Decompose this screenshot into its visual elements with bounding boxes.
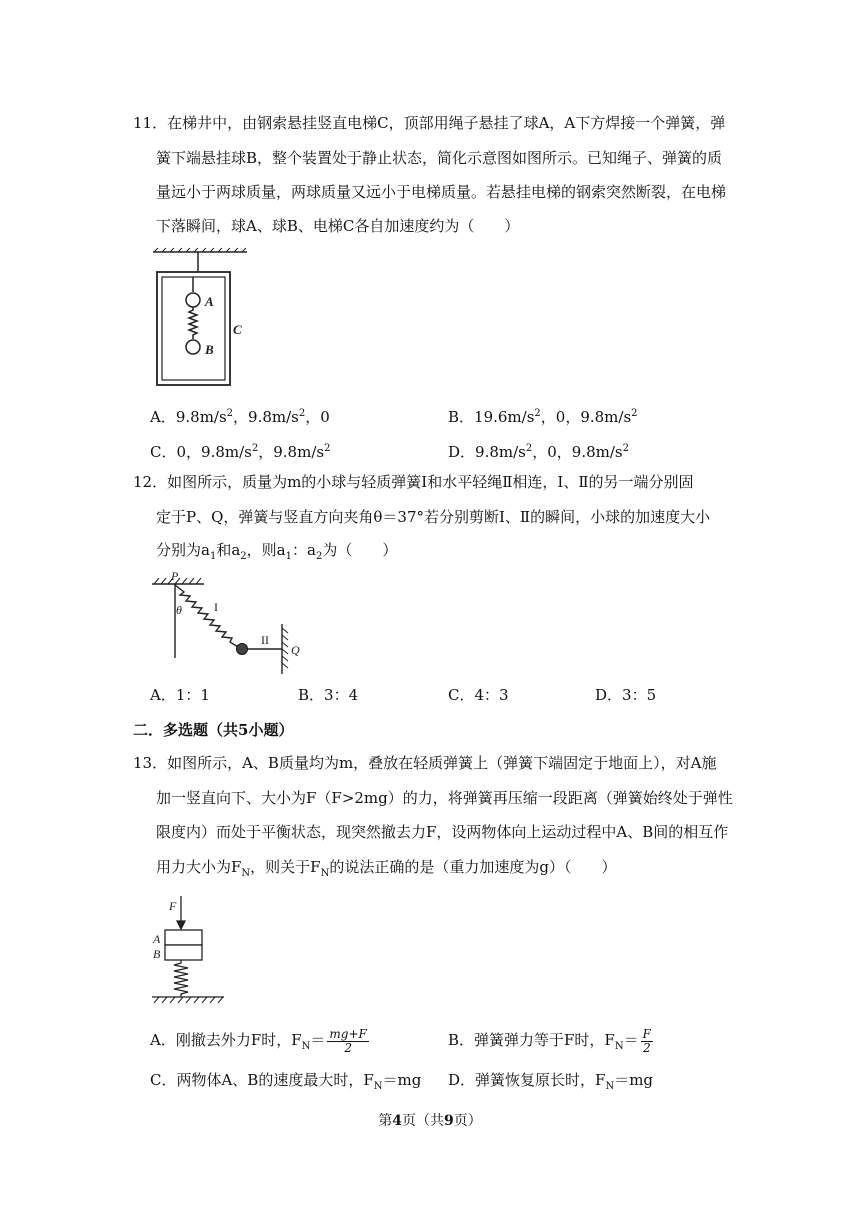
- q12-option-d[interactable]: D．3：5: [595, 686, 657, 704]
- q12-sub-2b: 2: [315, 551, 323, 562]
- q12-spring-rope-figure: [150, 568, 300, 660]
- q13-option-b-text: B．弹簧弹力等于F时，F: [448, 1031, 615, 1049]
- q11-label-a: A: [205, 294, 214, 309]
- q13-label-a: A: [153, 932, 161, 946]
- q11-option-b-text1: B．19.6m/s: [448, 408, 535, 426]
- q11-option-d-text2: ，0，9.8m/s: [532, 443, 623, 461]
- q12-label-q: Q: [291, 643, 300, 657]
- q12-sub-2a: 2: [240, 551, 247, 562]
- q13-option-b-eq: ＝: [623, 1031, 639, 1049]
- q13-line-4-part1: 用力大小为F: [156, 858, 242, 876]
- q13-option-d-text: D．弹簧恢复原长时，F: [448, 1071, 606, 1089]
- q11-option-c-text1: C．0，9.8m/s: [150, 443, 252, 461]
- q13-line-4: [156, 857, 616, 884]
- q13-label-b: B: [153, 947, 161, 961]
- q12-line-3-part5: 为（ ）: [322, 541, 398, 559]
- q13-option-c-result: ＝mg: [382, 1071, 422, 1089]
- q11-option-d-exp2: 2: [622, 443, 629, 454]
- q13-option-a-text: A．刚撤去外力F时，F: [150, 1031, 302, 1049]
- q11-option-c-exp2: 2: [324, 443, 331, 454]
- q11-line-3: 量远小于两球质量，两球质量又远小于电梯质量。若悬挂电梯的钢索突然断裂，在电梯: [156, 183, 727, 201]
- q11-option-d-exp1: 2: [525, 443, 533, 454]
- q13-sub-n2: N: [320, 868, 330, 879]
- footer-suffix: 页）: [453, 1113, 482, 1129]
- q13-label-f: F: [169, 899, 177, 913]
- q13-option-b-numerator: F: [642, 1026, 651, 1041]
- q12-option-c[interactable]: C．4：3: [448, 686, 509, 704]
- q11-line-2: 簧下端悬挂球B，整个装置处于静止状态，简化示意图如图所示。已知绳子、弹簧的质: [156, 149, 723, 167]
- q12-label-theta: θ: [176, 603, 182, 617]
- q11-line-1: 11．在梯井中，由钢索悬挂竖直电梯C，顶部用绳子悬挂了球A，A下方焊接一个弹簧，弹: [133, 114, 726, 132]
- q11-option-d[interactable]: [448, 439, 629, 462]
- q11-option-c-exp1: 2: [251, 443, 259, 454]
- q13-line-3: 限度内）而处于平衡状态，现突然撤去力F，设两物体向上运动过程中A、B间的相互作: [156, 823, 729, 841]
- footer-prefix: 第: [378, 1113, 393, 1129]
- q11-label-b: B: [205, 342, 214, 357]
- q11-option-c[interactable]: [150, 439, 330, 462]
- q12-sub-1a: 1: [209, 551, 217, 562]
- q13-option-a-fraction: [327, 1028, 368, 1055]
- q11-line-4: 下落瞬间，球A、球B、电梯C各自加速度约为（ ）: [156, 217, 520, 235]
- q11-elevator-figure: [150, 248, 250, 388]
- q13-option-a-denominator: 2: [344, 1040, 352, 1055]
- q11-option-d-text1: D．9.8m/s: [448, 443, 526, 461]
- q12-label-ii: II: [261, 633, 269, 647]
- q13-option-a-sub: N: [301, 1041, 311, 1052]
- q11-option-b[interactable]: [448, 404, 638, 427]
- q11-option-b-exp1: 2: [534, 408, 541, 419]
- q13-option-b-denominator: 2: [642, 1040, 651, 1055]
- q12-line-2: 定于P、Q，弹簧与竖直方向夹角θ＝37°若分别剪断Ⅰ、Ⅱ的瞬间，小球的加速度大小: [156, 508, 711, 526]
- q13-sub-n1: N: [241, 868, 251, 879]
- q13-option-d-sub: N: [605, 1081, 615, 1092]
- page-footer: [0, 1110, 860, 1130]
- q13-option-c-sub: N: [373, 1081, 383, 1092]
- q13-line-2: 加一竖直向下、大小为F（F>2mg）的力，将弹簧再压缩一段距离（弹簧始终处于弹性: [156, 789, 733, 807]
- q11-option-b-exp2: 2: [631, 408, 638, 419]
- q12-line-3: [156, 540, 397, 567]
- q11-option-a-text1: A．9.8m/s: [150, 408, 227, 426]
- q12-line-3-part1: 分别为a: [156, 541, 210, 559]
- q11-option-b-text2: ，0，9.8m/s: [540, 408, 632, 426]
- q13-option-c[interactable]: [150, 1070, 421, 1097]
- q13-option-a-eq: ＝: [310, 1031, 326, 1049]
- q13-line-4-part3: 的说法正确的是（重力加速度为g）（ ）: [329, 858, 617, 876]
- q12-line-3-part4: ：a: [291, 541, 316, 559]
- q11-option-a-exp2: 2: [298, 408, 306, 419]
- footer-middle: 页（共: [402, 1113, 444, 1129]
- q11-option-a-exp1: 2: [226, 408, 234, 419]
- q13-option-b[interactable]: [448, 1026, 653, 1061]
- q11-option-a-text2: ，9.8m/s: [233, 408, 299, 426]
- q12-label-p: P: [171, 569, 179, 583]
- q13-option-d[interactable]: [448, 1070, 653, 1097]
- q12-line-3-part3: ，则a: [246, 541, 286, 559]
- q12-line-1: 12．如图所示，质量为m的小球与轻质弹簧Ⅰ和水平轻绳Ⅱ相连，Ⅰ、Ⅱ的另一端分别固: [133, 473, 694, 491]
- q11-option-c-text2: ，9.8m/s: [258, 443, 325, 461]
- q13-option-b-fraction: [641, 1028, 653, 1055]
- q13-option-b-sub: N: [614, 1041, 624, 1052]
- q12-line-3-part2: 和a: [216, 541, 241, 559]
- q11-option-a[interactable]: [150, 404, 330, 427]
- q13-line-4-part2: ，则关于F: [250, 858, 321, 876]
- q11-label-c: C: [233, 322, 242, 337]
- q13-option-a[interactable]: [150, 1026, 369, 1061]
- q13-option-a-numerator: mg+F: [329, 1026, 367, 1041]
- q12-option-a[interactable]: A．1：1: [150, 686, 210, 704]
- q13-line-1: 13．如图所示，A、B质量均为m，叠放在轻质弹簧上（弹簧下端固定于地面上），对A施: [133, 754, 717, 772]
- q13-option-c-text: C．两物体A、B的速度最大时，F: [150, 1071, 374, 1089]
- footer-page-number: 4: [392, 1113, 402, 1129]
- q13-option-d-result: ＝mg: [614, 1071, 654, 1089]
- q12-option-b[interactable]: B．3：4: [298, 686, 359, 704]
- section-heading: 二．多选题（共5小题）: [133, 721, 294, 739]
- q13-stacked-blocks-figure: [150, 892, 230, 1008]
- q12-sub-1b: 1: [285, 551, 292, 562]
- q11-option-a-text3: ，0: [305, 408, 330, 426]
- q12-label-i: I: [214, 600, 218, 614]
- footer-total-pages: 9: [444, 1113, 454, 1129]
